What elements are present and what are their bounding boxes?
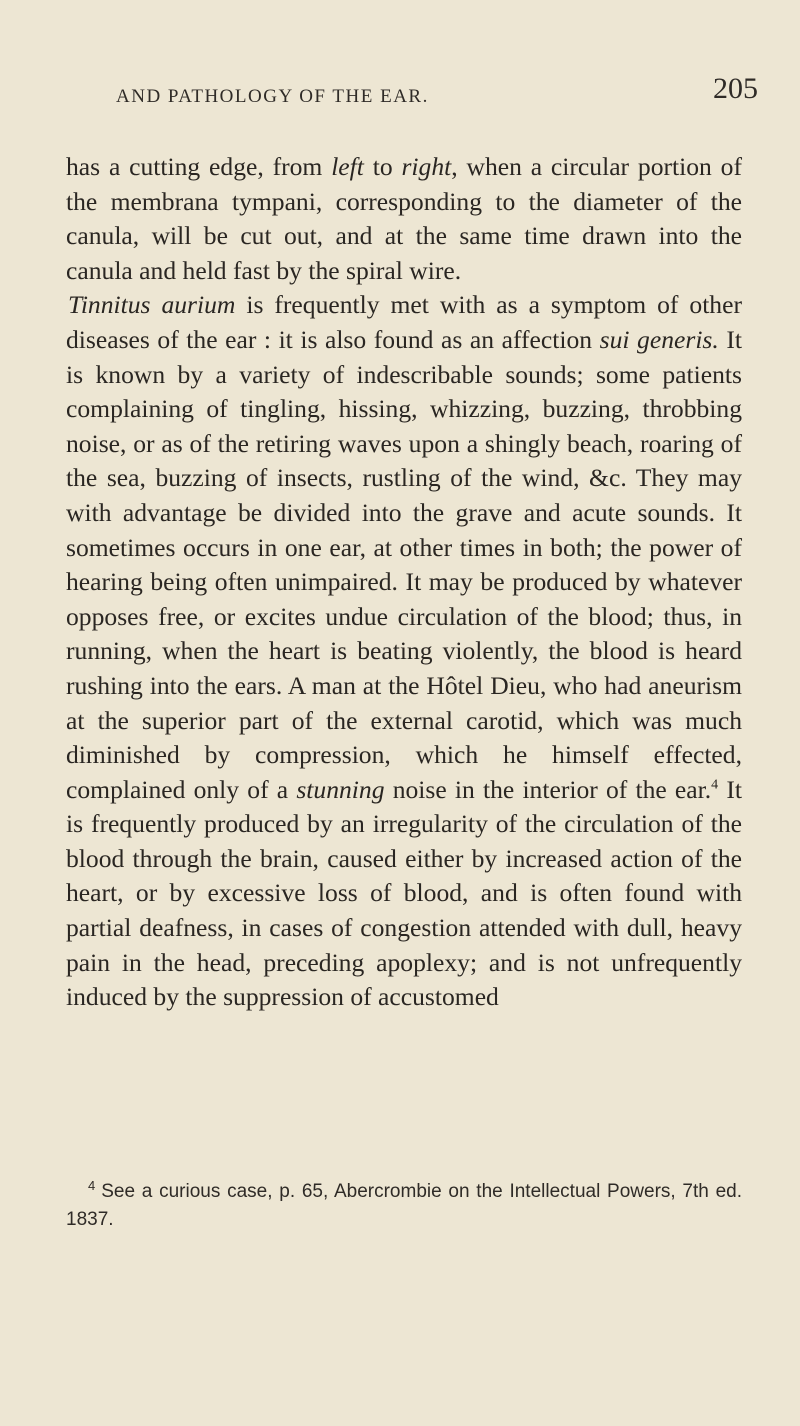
text-run: It is known by a variety of indescribable sounds; some patients complaining of tingling, hissing, whizzing, buzzing, throbbing noise, or as of the retiring waves upon a shingly beach, roaring of the sea, buzzing of insects, rustling of the wind, &c. They may with advantage be divided into the grave and acute sounds. It sometimes occurs in one ear, at other times in both; the power of hearing being often unimpaired. It may be produced by whatever opposes free, or excites undue circulation of the blood; thus, in running, when the heart is beating violently, the blood is heard rushing into the ears. A man at the Hôtel Dieu, who had aneurism at the superior part of the external carotid, which was much diminished by compression, which he himself effected, complained only of a xyxy=(66,324,742,804)
page-number: 205 xyxy=(713,72,758,105)
italic-term-sui-generis: sui generis. xyxy=(599,324,719,354)
paragraph-tinnitus xyxy=(66,288,742,1014)
footnote-mark: 4 xyxy=(88,1177,96,1193)
footnote-reference: 4 xyxy=(711,777,719,793)
italic-term-left: left xyxy=(331,152,364,181)
body-text xyxy=(66,150,742,1015)
text-run: has a cutting edge, from xyxy=(66,152,332,181)
italic-term-right: right xyxy=(401,152,452,181)
running-title: AND PATHOLOGY OF THE EAR. xyxy=(116,86,429,107)
paragraph-continuation xyxy=(66,150,742,288)
text-run: It is frequently produced by an irregularity of the circulation of the blood through the brain, caused either by increased action of the heart, or by excessive loss of blood, and is often found with partial deafness, in cases of congestion attended with dull, heavy pain in the head, preceding apoplexy; and is not unfrequently induced by the suppression of accustomed xyxy=(66,774,742,1012)
italic-term-tinnitus-aurium: Tinnitus aurium xyxy=(68,290,236,320)
text-run: to xyxy=(363,152,402,181)
footnote-text: See a curious case, p. 65, Abercrombie on the Intellectual Powers, 7th ed. 1837. xyxy=(66,1181,742,1230)
italic-term-stunning: stunning xyxy=(296,774,385,804)
text-run: , when a circular portion of the membrana tympani, corresponding to the diameter of the canula, will be cut out, and at the same time drawn into the canula and held fast by the spiral wire. xyxy=(66,152,742,285)
footnote xyxy=(66,1178,742,1234)
text-run: noise in the interior of the ear. xyxy=(384,774,712,804)
text-run: is frequently met with as a symptom of other diseases of the ear : it is also found as an affection xyxy=(66,290,742,354)
running-head xyxy=(66,0,758,107)
